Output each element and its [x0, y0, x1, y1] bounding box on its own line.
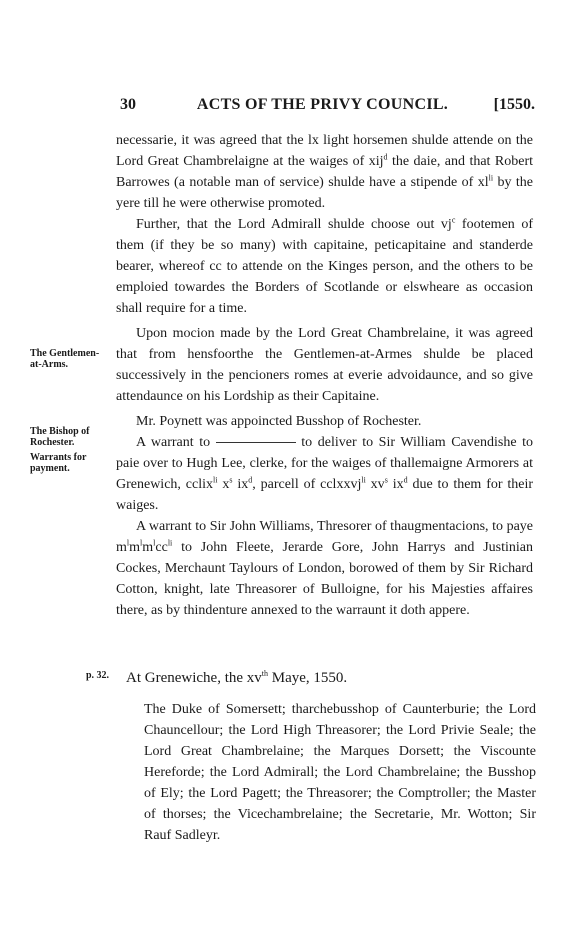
blank-line	[216, 442, 296, 443]
paragraph-footmen: Further, that the Lord Admirall shulde choose out $vj^c$ footemen of them (if they be so many) with capitaine, peticapitaine and standerde bearer, whereof cc to attende on the Kinges person, and the others to be emploied towardes the Borders of Scotlande or elswheare as occasion shall require for a time.	[116, 215, 533, 316]
paragraph-gentlemen-at-arms: Upon mocion made by the Lord Great Chambrelaine, it was agreed that from hensfoorthe the Gentlemen-at-Armes shulde be placed successively in the pencioners romes at everie advoidaunce, and so give attendaunce on his Lordship as their Capitaine.	[116, 326, 533, 404]
attendance-list: The Duke of Somersett; tharchebusshop of Caunterburie; the Lord Chauncellour; the Lord High Threasorer; the Lord Privie Seale; the Lord Great Chambrelaine; the Marques Dorsett; the Viscounte Hereforde; the Lord Admirall; the Lord Chambrelaine; the Busshop of Ely; the Lord Pagett; the Threasorer; the Comptroller; the Master of thorses; the Vicechambrelaine; the Secretarie, Mr. Wotton; Sir Rauf Sadleyr.	[144, 702, 536, 843]
paragraph-bishop: Mr. Poynett was appoincted Busshop of Rochester.	[136, 414, 422, 429]
paragraph-warrant-armorers: A warrant to to deliver to Sir William Cavendishe to paie over to Hugh Lee, clerke, for the waiges of thallemaigne Armorers at Grenewich, cclix$^{li}$ $x^s$ $ix^d$, parcell of cclxxvj$^{li}$ $xv^s$ $ix^d$ due to them for their waiges.	[116, 435, 534, 513]
page-reference: p. 32.	[86, 670, 110, 681]
paragraph-warrant-williams: A warrant to Sir John Williams, Thresorer of thaugmentacions, to paye $m^lm^lm^lcc^{li}$ to John Fleete, Jerarde Gore, John Harrys and Justinian Cockes, Merchaunt Taylours of London, borowed of them by Sir Richard Cotton, knight, late Threasorer of Bulloigne, for his Majesties affaires there, as by thindenture annexed to the warraunt it doth appere.	[116, 519, 533, 618]
running-year: [1550.	[493, 96, 535, 113]
meeting-section	[126, 668, 536, 846]
margin-note-bishop: The Bishop of Rochester.	[30, 426, 90, 448]
meeting-title: At Grenewiche, the $xv^{th}$ Maye, 1550.	[126, 669, 348, 686]
page-number: 30	[120, 96, 136, 113]
paragraph-horsemen: necessarie, it was agreed that the lx light horsemen shulde attende on the Lord Great Chambrelaigne at the waiges of xij$^d$ the daie, and that Robert Barrowes (a notable man of service) shulde have a stipende of $xl^{li}$ by the yere till he were otherwise promoted.	[116, 133, 534, 211]
margin-note-gentlemen: The Gentlemen-at-Arms.	[30, 348, 100, 370]
main-text	[116, 130, 533, 621]
running-title: ACTS OF THE PRIVY COUNCIL.	[196, 96, 449, 113]
margin-note-warrants: Warrants for payment.	[30, 452, 87, 474]
running-header	[110, 96, 535, 116]
